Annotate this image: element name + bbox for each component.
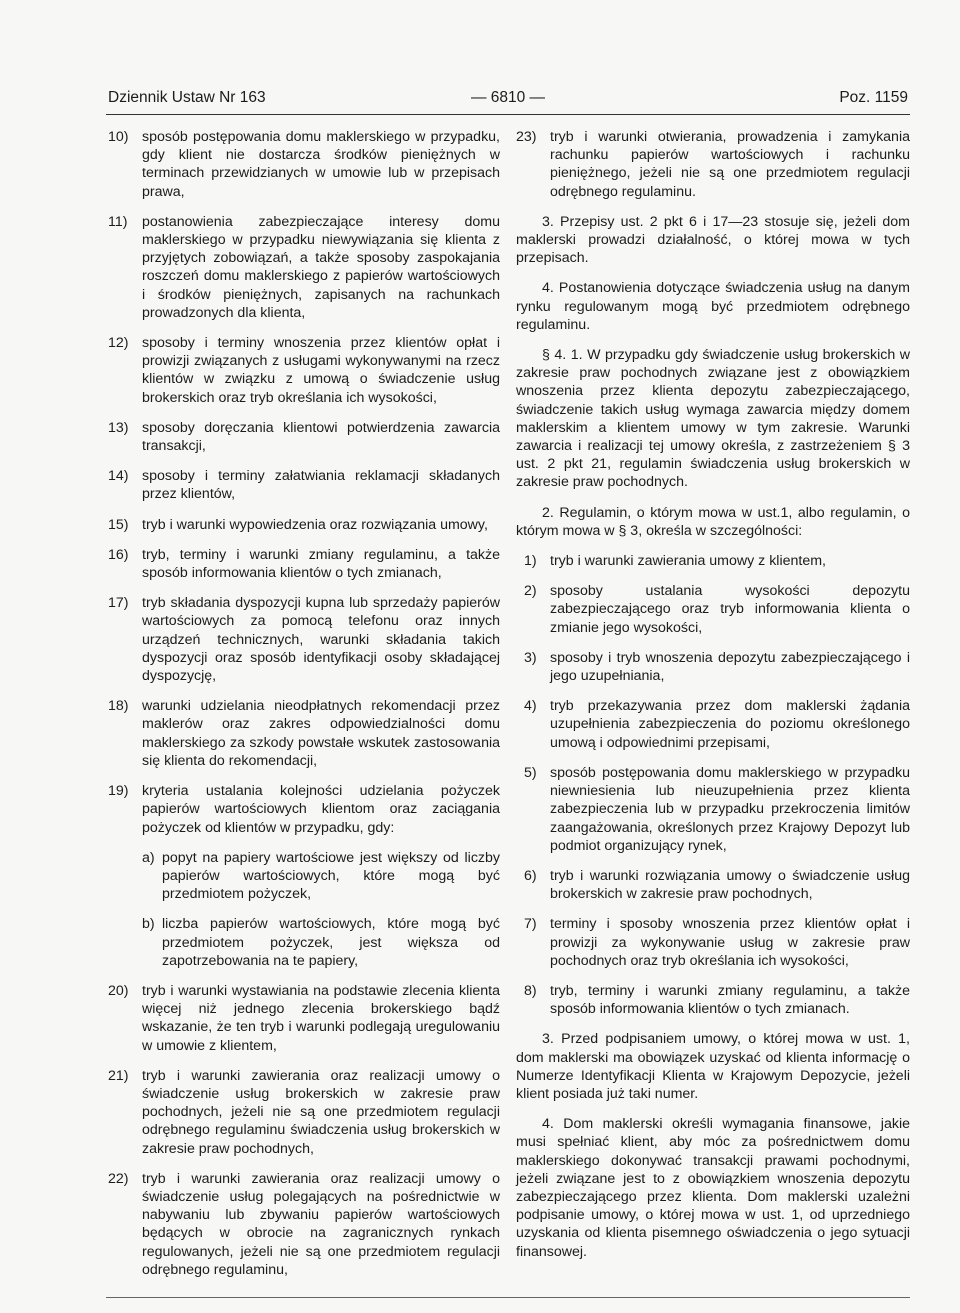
list-item: 7) terminy i sposoby wnoszenia przez klientów opłat i prowizji za wykonywanie usług w zakresie praw pochodnych oraz tryb określania ich wysokości, xyxy=(524,916,910,969)
paragraph: 4. Postanowienia dotyczące świadczenia usług na danym rynku regulowanym mogą być przedmiotem odrębnego regulaminu. xyxy=(516,280,910,333)
list-item: 22) tryb i warunki zawierania oraz realizacji umowy o świadczenie usług polegających na pośrednictwie w nabywaniu lub zbywaniu papierów wartościowych będących w obrocie na zagranicznych rynkach regulowanych, jeżeli nie są one przedmiotem regulacji odrębnego regulaminu, xyxy=(108,1170,500,1278)
section-paragraph: 3. Przed podpisaniem umowy, o której mowa w ust. 1, dom maklerski ma obowiązek uzyskać od klienta informację o Numerze Identyfikacji Klienta w Krajowym Depozycie, jeżeli klient posiada już taki numer. xyxy=(516,1031,910,1102)
numbered-list xyxy=(524,552,910,1018)
sub-list-item: b) liczba papierów wartościowych, które mogą być przedmiotem pożyczek, jest większa od zapotrzebowania na te papiery, xyxy=(142,916,500,969)
list-item: 8) tryb, terminy i warunki zmiany regulaminu, a także sposób informowania klientów o tych zmianach. xyxy=(524,982,910,1018)
position-number: Poz. 1159 xyxy=(839,89,908,106)
header-rule xyxy=(106,114,910,115)
list-item: 2) sposoby ustalania wysokości depozytu zabezpieczającego oraz tryb informowania klienta o zmianie jego wysokości, xyxy=(524,583,910,636)
page-header xyxy=(108,89,908,111)
list-item: 21) tryb i warunki zawierania oraz realizacji umowy o świadczenie usług brokerskich w zakresie praw pochodnych, jeżeli nie są one przedmiotem regulacji odrębnego regulaminu świadczenia usług brokerskich w zakresie praw pochodnych, xyxy=(108,1067,500,1157)
list-item: 18) warunki udzielania nieodpłatnych rekomendacji przez maklerów oraz zakres odpowiedzialności domu maklerskiego za szkody powstałe wskutek zastosowania się klienta do rekomendacji, xyxy=(108,698,500,769)
paragraph: 3. Przepisy ust. 2 pkt 6 i 17—23 stosuje się, jeżeli dom maklerski prowadzi działalność, o której mowa w tych przepisach. xyxy=(516,213,910,267)
list-item: 13) sposoby doręczania klientowi potwierdzenia zawarcia transakcji, xyxy=(108,419,500,455)
list-item: 17) tryb składania dyspozycji kupna lub sprzedaży papierów wartościowych za pomocą telefonu oraz innych urządzeń technicznych, warunki składania takich dyspozycji oraz sposób identyfikacji osoby składającej dyspozycję, xyxy=(108,595,500,685)
sub-list-item: a) popyt na papiery wartościowe jest większy od liczby papierów wartościowych, które mogą być przedmiotem pożyczek, xyxy=(142,849,500,903)
list-item: 11) postanowienia zabezpieczające interesy domu maklerskiego w przypadku niewywiązania się klienta z przyjętych zobowiązań, a także sposoby zaspokajania roszczeń domu maklerskiego z papierów wartościowych i środków pieniężnych, zapisanych na rachunkach prowadzonych dla klienta, xyxy=(108,213,500,321)
list-item: 4) tryb przekazywania przez dom maklerski żądania uzupełnienia zabezpieczenia do poziomu określonego umową i odpowiednimi przepisami, xyxy=(524,698,910,751)
list-item: 20) tryb i warunki wystawiania na podstawie zlecenia klienta więcej niż jednego zlecenia brokerskiego bądź wskazanie, że ten tryb i warunki podlegają uregulowaniu w umowie z klientem, xyxy=(108,982,500,1054)
right-column xyxy=(516,128,910,1273)
list-item: 14) sposoby i terminy załatwiania reklamacji składanych przez klientów, xyxy=(108,468,500,503)
section-paragraph: 4. Dom maklerski określi wymagania finansowe, jakie musi spełniać klient, aby móc za pośrednictwem domu maklerskiego dokonywać transakcji prawami pochodnymi, jeżeli związane jest to z obowiązkiem wnoszenia depozytu zabezpieczającego przez klienta. Dom maklerski uzależni podpisanie umowy, o której mowa w ust. 1, od uprzedniego uzyskania od klienta pisemnego oświadczenia o jego sytuacji finansowej. xyxy=(516,1116,910,1260)
list-item: 23) tryb i warunki otwierania, prowadzenia i zamykania rachunku papierów wartościowych i rachunku pieniężnego, jeżeli nie są one przedmiotem regulacji odrębnego regulaminu. xyxy=(516,129,910,200)
list-item: 5) sposób postępowania domu maklerskiego w przypadku niewniesienia lub nieuzupełnienia przez klienta zabezpieczenia lub w przypadku przekroczenia limitów zaangażowania, określonych przez Krajowy Depozyt lub podmiot organizujący rynek, xyxy=(524,764,910,854)
list-item: 10) sposób postępowania domu maklerskiego w przypadku, gdy klient nie dostarcza środków pieniężnych w terminach przewidzianych w umowie lub w przepisach prawa, xyxy=(108,129,500,200)
left-column xyxy=(108,128,500,1291)
page-number: — 6810 — xyxy=(470,89,546,106)
list-item: 1) tryb i warunki zawierania umowy z klientem, xyxy=(524,553,826,570)
list-item: 19) kryteria ustalania kolejności udzielania pożyczek papierów wartościowych klientom oraz zaciągania pożyczek od klientów w przypadku, gdy: xyxy=(108,783,500,836)
footer-rule xyxy=(106,1297,910,1298)
list-item: 12) sposoby i terminy wnoszenia przez klientów opłat i prowizji związanych z usługami wykonywanymi na rzecz klientów w związku z umową o świadczenie usług brokerskich oraz tryb określania ich wysokości, xyxy=(108,335,500,406)
list-item: 16) tryb, terminy i warunki zmiany regulaminu, a także sposób informowania klientów o tych zmianach, xyxy=(108,546,500,582)
section-paragraph: 2. Regulamin, o którym mowa w ust.1, albo regulamin, o którym mowa w § 3, określa w szczególności: xyxy=(516,504,910,539)
journal-title: Dziennik Ustaw Nr 163 xyxy=(108,89,266,106)
section-paragraph: § 4. 1. W przypadku gdy świadczenie usług brokerskich w zakresie praw pochodnych związane jest z obowiązkiem wnoszenia przez klienta depozytu zabezpieczającego, świadczenie takich usług wymaga zawarcia między domem maklerskim a klientem umowy w tym zakresie. Warunki zawarcia i realizacji tej umowy określa, z zastrzeżeniem § 3 ust. 2 pkt 21, regulamin świadczenia usług brokerskich w zakresie praw pochodnych. xyxy=(516,347,910,491)
list-item: 15) tryb i warunki wypowiedzenia oraz rozwiązania umowy, xyxy=(108,516,488,533)
list-item: 6) tryb i warunki rozwiązania umowy o świadczenie usług brokerskich w zakresie praw pochodnych, xyxy=(524,867,910,903)
list-item: 3) sposoby i tryb wnoszenia depozytu zabezpieczającego i jego uzupełniania, xyxy=(524,649,910,685)
